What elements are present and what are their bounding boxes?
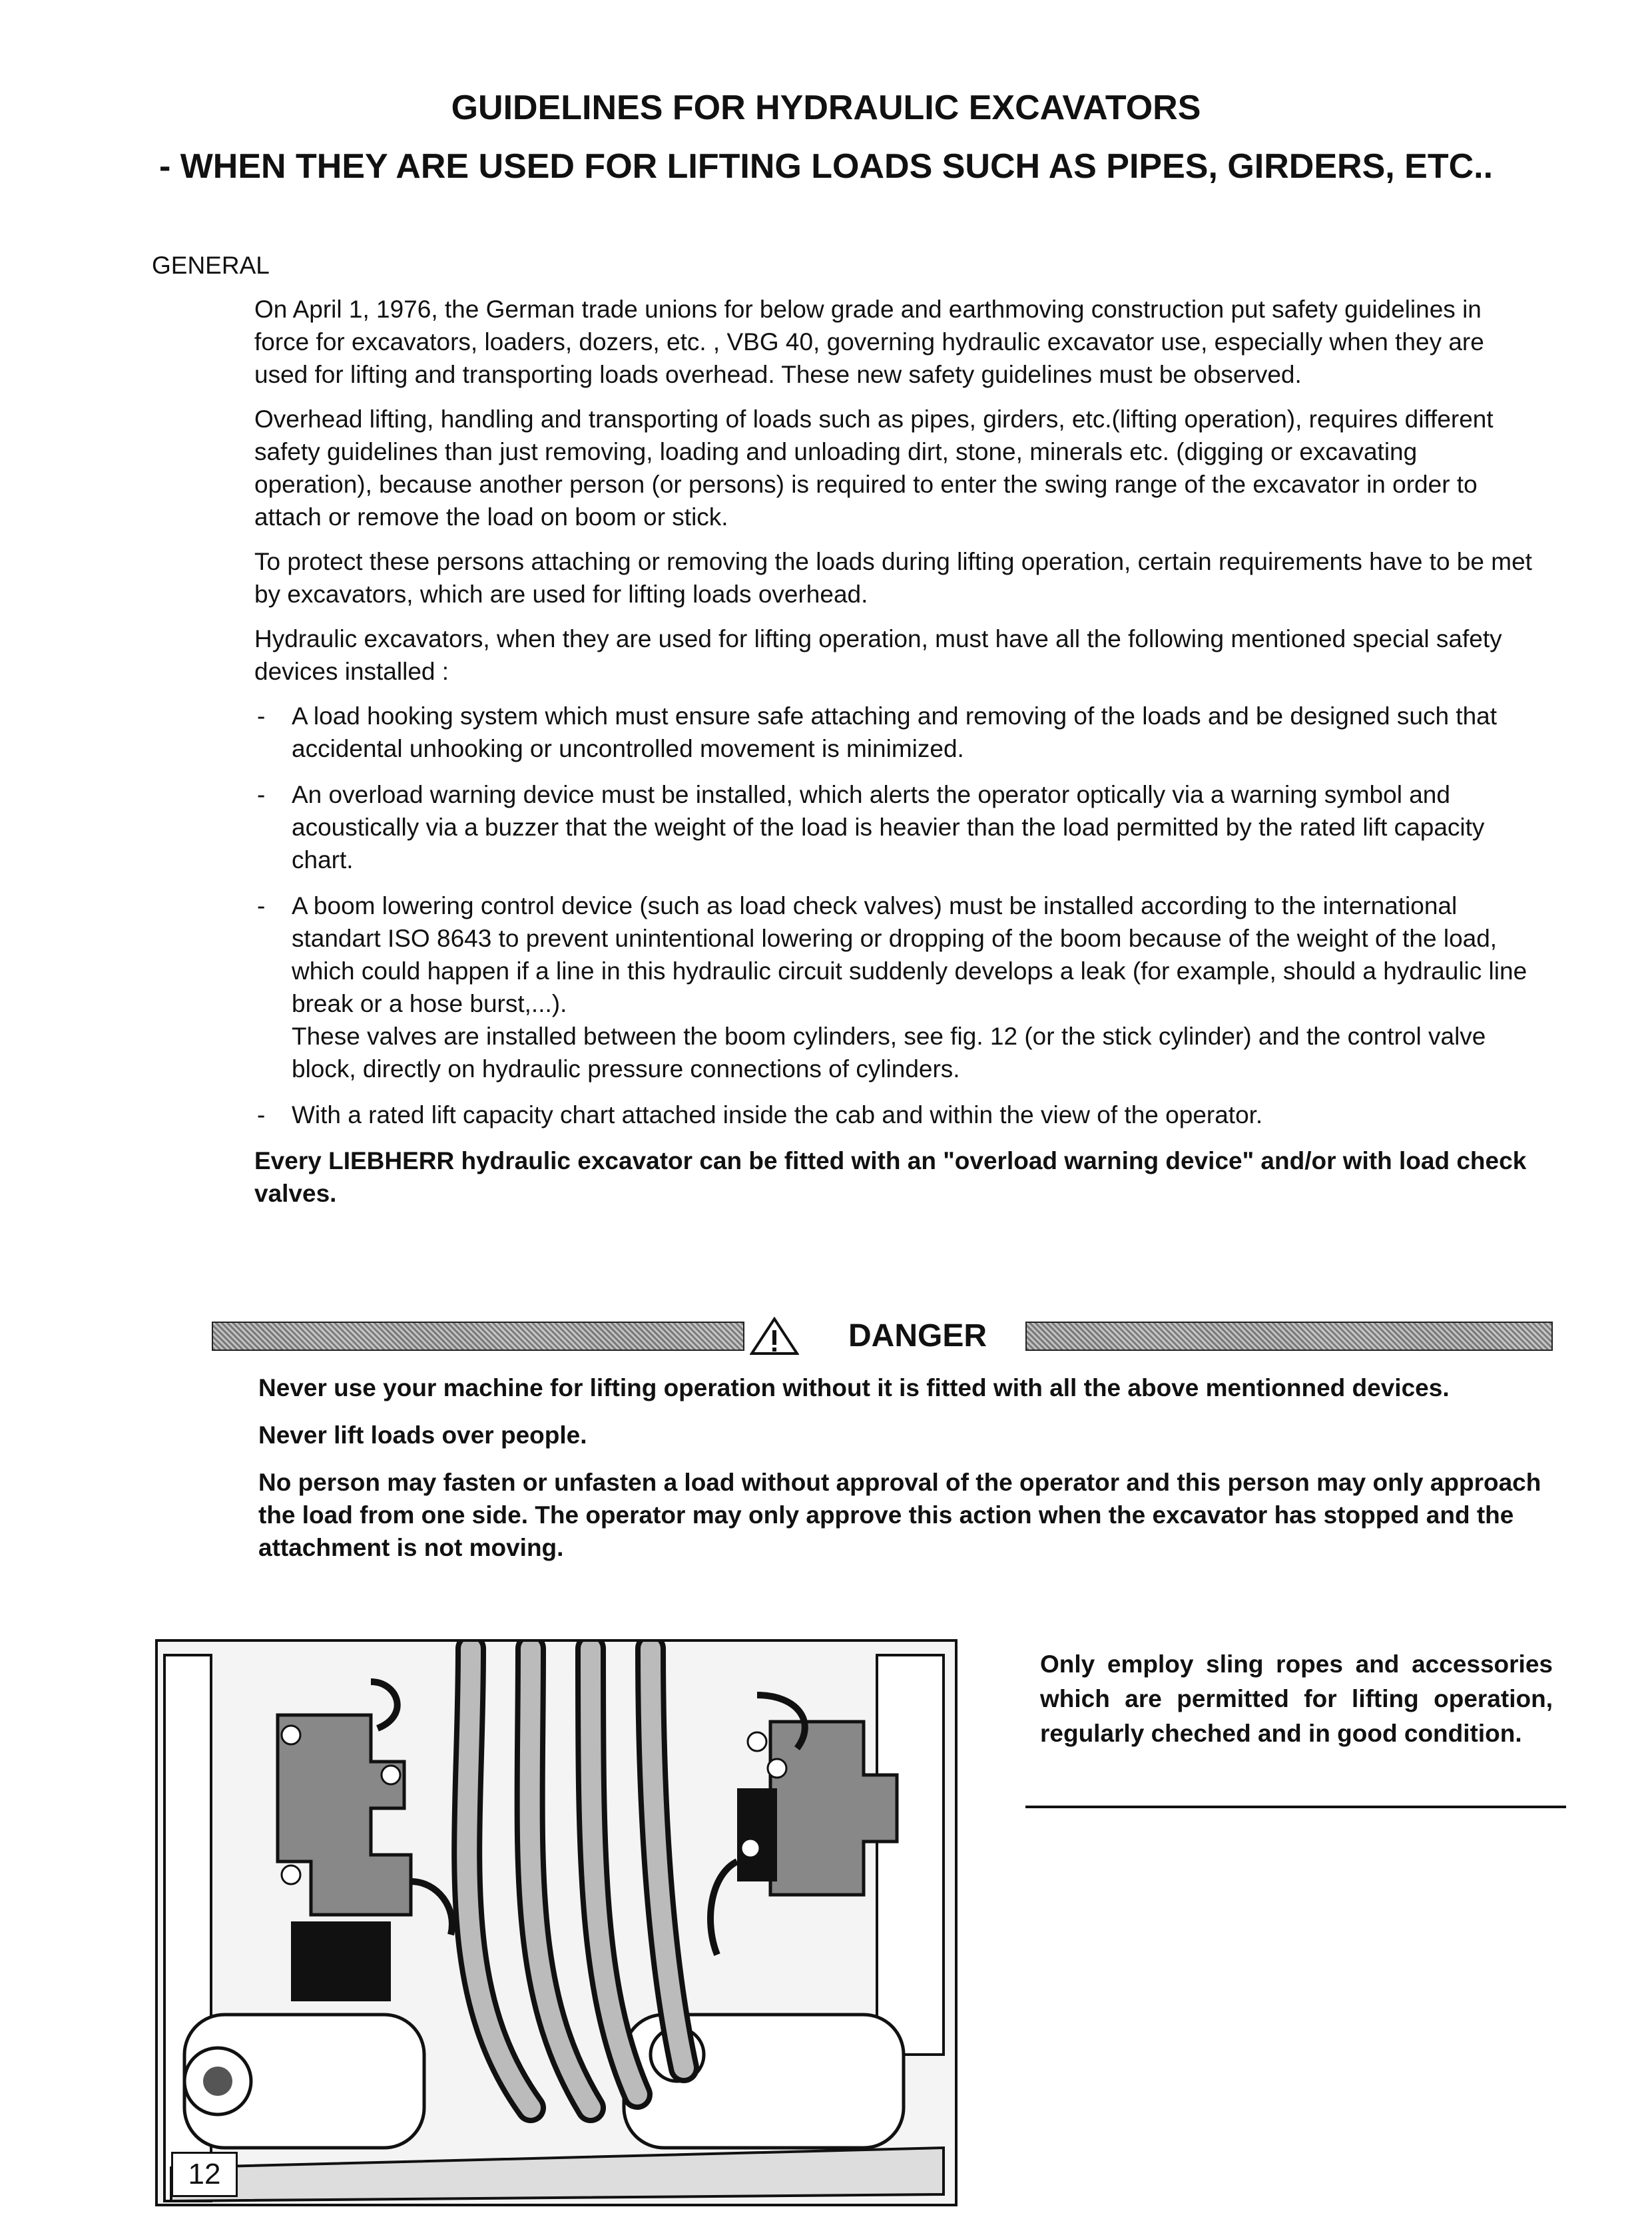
- paragraph-protection: To protect these persons attaching or removing the loads during lifting operation, certain requirements have to be met by excavators, which are used for lifting loads overhead.: [254, 548, 1532, 608]
- danger-item: Never use your machine for lifting operation without it is fitted with all the above mentionned devices.: [258, 1374, 1450, 1401]
- banner-bar-left: [212, 1322, 744, 1351]
- danger-item: No person may fasten or unfasten a load without approval of the operator and this person may only approach the load from one side. The operator may only approve this action when the excavator has stopped and the attachment is not moving.: [258, 1469, 1541, 1561]
- page-title-line2: - WHEN THEY ARE USED FOR LIFTING LOADS SUCH AS PIPES, GIRDERS, ETC..: [158, 147, 1494, 186]
- paragraph-required-devices: Hydraulic excavators, when they are used for lifting operation, must have all the following mentioned special safety devices installed :: [254, 625, 1502, 685]
- list-item: [254, 700, 1539, 765]
- page-title-line1: GUIDELINES FOR HYDRAULIC EXCAVATORS: [451, 89, 1201, 127]
- warning-triangle-icon: [750, 1317, 799, 1356]
- list-item-text: A load hooking system which must ensure safe attaching and removing of the loads and be designed such that accidental unhooking or uncontrolled movement is minimized.: [292, 702, 1498, 762]
- valve-illustration: [158, 1642, 955, 2204]
- danger-instructions: [258, 1371, 1543, 1579]
- list-item: [254, 889, 1539, 1085]
- figure-number: 12: [171, 2152, 238, 2197]
- safety-device-list: [254, 700, 1539, 1131]
- sling-ropes-note: Only employ sling ropes and accessories which are permitted for lifting operation, regularly cheched and in good condition.: [1040, 1650, 1553, 1747]
- list-item-continuation: These valves are installed between the boom cylinders, see fig. 12 (or the stick cylinder) and the control valve block, directly on hydraulic pressure connections of cylinders.: [292, 1023, 1486, 1083]
- list-item: [254, 1099, 1539, 1131]
- figure-load-check-valves: [155, 1639, 958, 2206]
- danger-label: DANGER: [848, 1318, 987, 1354]
- liebherr-note: Every LIEBHERR hydraulic excavator can be fitted with an "overload warning device" and/or with load check valves.: [254, 1147, 1527, 1207]
- list-item: [254, 778, 1539, 876]
- paragraph-lifting-operation: Overhead lifting, handling and transporting of loads such as pipes, girders, etc.(lifting operation), requires different safety guidelines than just removing, loading and unloading dirt, stone, minerals etc. (digging or excavating operation), because another person (or persons) is required to enter the swing range of the excavator in order to attach or remove the load on boom or stick.: [254, 405, 1494, 531]
- paragraph-intro: On April 1, 1976, the German trade unions for below grade and earthmoving construction put safety guidelines in force for excavators, loaders, dozers, etc. , VBG 40, governing hydraulic excavator use, especially when they are used for lifting and transporting loads overhead. These new safety guidelines must be observed.: [254, 296, 1484, 388]
- banner-bar-right: [1025, 1322, 1553, 1351]
- section-heading: GENERAL: [152, 252, 270, 279]
- side-note-divider: [1025, 1806, 1566, 1808]
- danger-banner: [212, 1317, 1553, 1356]
- danger-item: Never lift loads over people.: [258, 1421, 587, 1449]
- list-item-text: An overload warning device must be installed, which alerts the operator optically via a warning symbol and acoustically via a buzzer that the weight of the load is heavier than the load permitted by the rated lift capacity chart.: [292, 781, 1485, 873]
- list-item-text: With a rated lift capacity chart attached inside the cab and within the view of the operator.: [292, 1101, 1263, 1128]
- list-item-text: A boom lowering control device (such as load check valves) must be installed according to the international standart ISO 8643 to prevent unintentional lowering or dropping of the boom because of the weight of the load, which could happen if a line in this hydraulic circuit suddenly develops a leak (for example, should a hydraulic line break or a hose burst,...).: [292, 892, 1527, 1017]
- general-section-body: [254, 293, 1539, 1222]
